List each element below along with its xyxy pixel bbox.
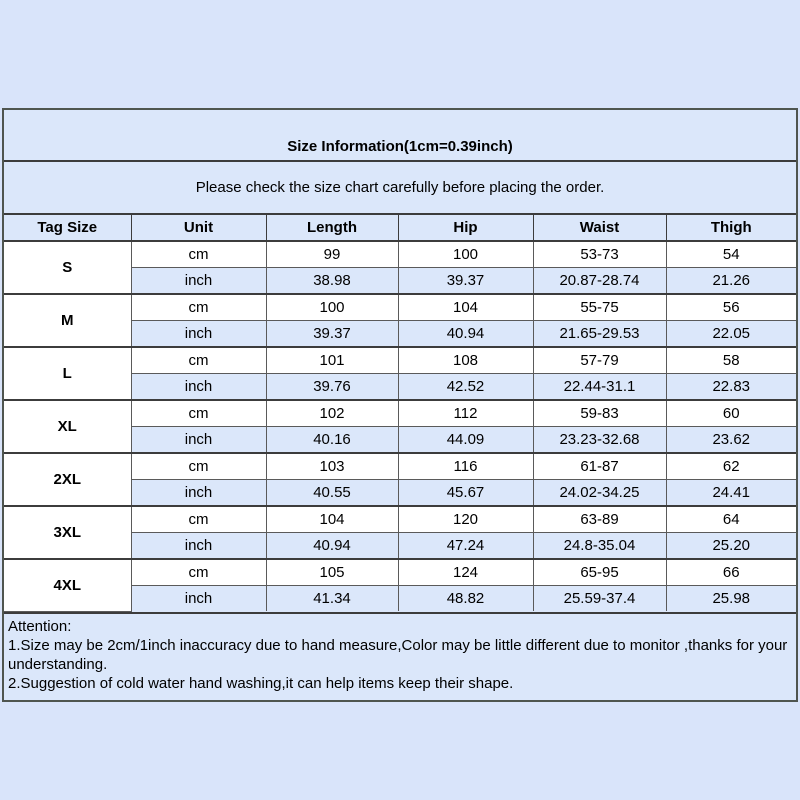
thigh-cell: 62 (666, 453, 796, 480)
table-row-xl-cm (4, 400, 796, 427)
attention-notes (4, 612, 796, 700)
length-cell: 38.98 (266, 268, 398, 295)
waist-cell: 57-79 (533, 347, 666, 374)
unit-cell: cm (131, 506, 266, 533)
thigh-cell: 58 (666, 347, 796, 374)
waist-cell: 23.23-32.68 (533, 427, 666, 454)
thigh-cell: 23.62 (666, 427, 796, 454)
table-row-l-cm (4, 347, 796, 374)
length-cell: 40.55 (266, 480, 398, 507)
size-table (4, 215, 796, 612)
thigh-cell: 64 (666, 506, 796, 533)
hip-cell: 40.94 (398, 321, 533, 348)
unit-cell: cm (131, 347, 266, 374)
waist-cell: 55-75 (533, 294, 666, 321)
hip-cell: 44.09 (398, 427, 533, 454)
hip-cell: 116 (398, 453, 533, 480)
hip-cell: 120 (398, 506, 533, 533)
length-cell: 39.37 (266, 321, 398, 348)
thigh-cell: 24.41 (666, 480, 796, 507)
thigh-cell: 25.20 (666, 533, 796, 560)
unit-cell: inch (131, 533, 266, 560)
waist-cell: 61-87 (533, 453, 666, 480)
thigh-cell: 25.98 (666, 586, 796, 612)
col-header-unit: Unit (131, 215, 266, 241)
header-row (4, 215, 796, 241)
unit-cell: cm (131, 400, 266, 427)
col-header-hip: Hip (398, 215, 533, 241)
unit-cell: inch (131, 268, 266, 295)
col-header-tag-size: Tag Size (4, 215, 131, 241)
table-row-2xl-cm (4, 453, 796, 480)
col-header-waist: Waist (533, 215, 666, 241)
table-row-m-cm (4, 294, 796, 321)
unit-cell: inch (131, 321, 266, 348)
length-cell: 40.16 (266, 427, 398, 454)
length-cell: 40.94 (266, 533, 398, 560)
waist-cell: 20.87-28.74 (533, 268, 666, 295)
length-cell: 99 (266, 241, 398, 268)
length-cell: 41.34 (266, 586, 398, 612)
unit-cell: cm (131, 559, 266, 586)
waist-cell: 24.02-34.25 (533, 480, 666, 507)
length-cell: 104 (266, 506, 398, 533)
unit-cell: cm (131, 241, 266, 268)
hip-cell: 108 (398, 347, 533, 374)
thigh-cell: 22.83 (666, 374, 796, 401)
thigh-cell: 56 (666, 294, 796, 321)
hip-cell: 100 (398, 241, 533, 268)
size-chart-panel (2, 108, 798, 702)
size-label-s: S (4, 241, 131, 294)
length-cell: 102 (266, 400, 398, 427)
unit-cell: cm (131, 294, 266, 321)
size-label-3xl: 3XL (4, 506, 131, 559)
table-row-3xl-cm (4, 506, 796, 533)
waist-cell: 21.65-29.53 (533, 321, 666, 348)
thigh-cell: 60 (666, 400, 796, 427)
length-cell: 100 (266, 294, 398, 321)
attention-heading: Attention: (8, 617, 72, 635)
attention-note-1: 1.Size may be 2cm/1inch inaccuracy due to hand measure,Color may be little different due to monitor ,thanks for your understanding. (8, 636, 788, 673)
unit-cell: inch (131, 427, 266, 454)
waist-cell: 59-83 (533, 400, 666, 427)
length-cell: 103 (266, 453, 398, 480)
size-label-4xl: 4XL (4, 559, 131, 611)
thigh-cell: 54 (666, 241, 796, 268)
waist-cell: 53-73 (533, 241, 666, 268)
length-cell: 39.76 (266, 374, 398, 401)
thigh-cell: 66 (666, 559, 796, 586)
unit-cell: cm (131, 453, 266, 480)
table-row-4xl-cm (4, 559, 796, 586)
waist-cell: 24.8-35.04 (533, 533, 666, 560)
hip-cell: 42.52 (398, 374, 533, 401)
length-cell: 105 (266, 559, 398, 586)
unit-cell: inch (131, 480, 266, 507)
hip-cell: 47.24 (398, 533, 533, 560)
waist-cell: 22.44-31.1 (533, 374, 666, 401)
page-subtitle: Please check the size chart carefully before placing the order. (4, 162, 796, 215)
thigh-cell: 21.26 (666, 268, 796, 295)
waist-cell: 65-95 (533, 559, 666, 586)
size-label-xl: XL (4, 400, 131, 453)
hip-cell: 45.67 (398, 480, 533, 507)
page-title: Size Information(1cm=0.39inch) (4, 110, 796, 162)
size-label-m: M (4, 294, 131, 347)
col-header-thigh: Thigh (666, 215, 796, 241)
attention-note-2: 2.Suggestion of cold water hand washing,it can help items keep their shape. (8, 674, 514, 692)
waist-cell: 25.59-37.4 (533, 586, 666, 612)
thigh-cell: 22.05 (666, 321, 796, 348)
hip-cell: 104 (398, 294, 533, 321)
col-header-length: Length (266, 215, 398, 241)
unit-cell: inch (131, 586, 266, 612)
hip-cell: 48.82 (398, 586, 533, 612)
size-label-l: L (4, 347, 131, 400)
length-cell: 101 (266, 347, 398, 374)
table-row-s-cm (4, 241, 796, 268)
size-label-2xl: 2XL (4, 453, 131, 506)
waist-cell: 63-89 (533, 506, 666, 533)
hip-cell: 112 (398, 400, 533, 427)
unit-cell: inch (131, 374, 266, 401)
hip-cell: 39.37 (398, 268, 533, 295)
hip-cell: 124 (398, 559, 533, 586)
